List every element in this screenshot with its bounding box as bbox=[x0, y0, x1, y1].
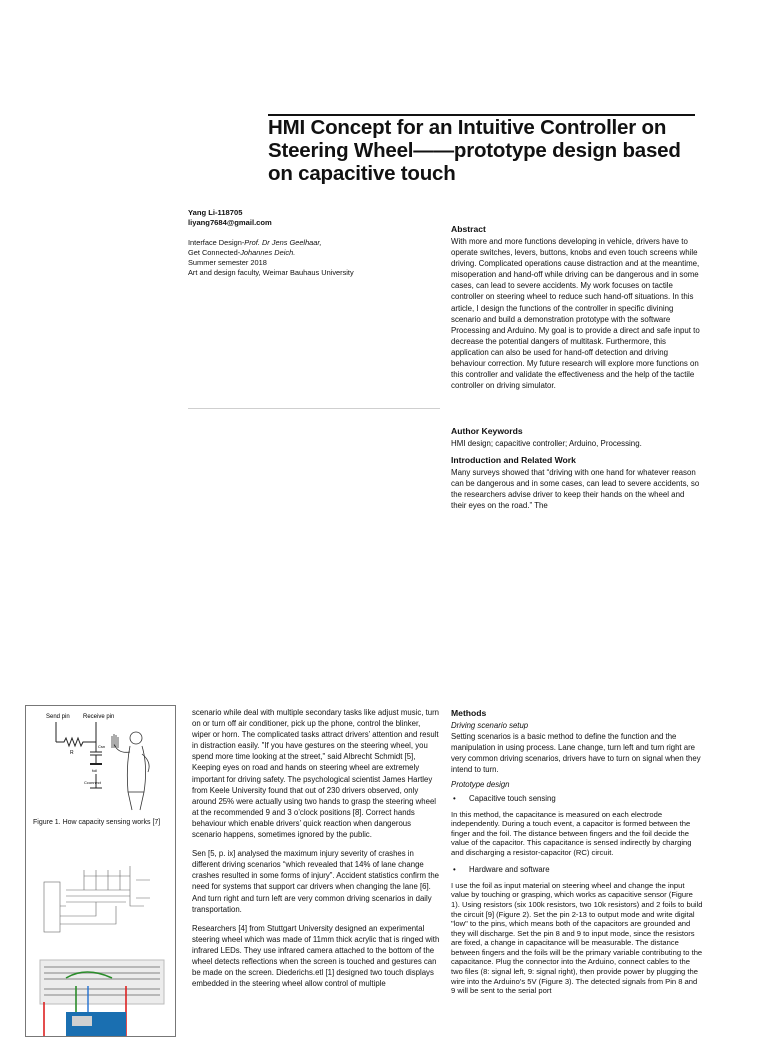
bullet-item: • Hardware and software bbox=[451, 864, 703, 875]
intro-text: Many surveys showed that “driving with one hand for whatever reason can be dangerous and in some cases, can lead to severe accidents, so the researchers advise driver to keep their hands on the wheel and their eyes on the road.” The bbox=[451, 468, 700, 511]
body-paragraph: Sen [5, p. ix] analysed the maximum injury severity of crashes in different driving scenarios “which revealed that 14% of lane change crashes resulted in some forms of injury”. Accident statistics confirm the need for systems that support car drivers when changing the lane [6]. And turn right and turn left are very common driving scenarios in daily transportation. bbox=[192, 849, 439, 914]
author-email: liyang7684@gmail.com bbox=[188, 218, 272, 227]
receive-pin-label: Receive pin bbox=[83, 714, 115, 720]
keywords-text: HMI design; capacitive controller; Arduino, Processing. bbox=[451, 439, 642, 448]
resistor-label: R bbox=[70, 750, 74, 756]
csn-label: Csn bbox=[98, 744, 106, 749]
course-line-2: Get Connected-Johannes Deich. bbox=[188, 248, 296, 257]
affiliation-block bbox=[188, 238, 373, 278]
keywords-section bbox=[451, 426, 701, 449]
methods-paragraph: In this method, the capacitance is measured on each electrode independently. During a touch event, a capacitor is formed between the finger and the foil. The distance between fingers and the foil decide the value of the capacitor. This capacitance is sensed indirectly by charging and discharging a resistor-capacitor (RC) circuit. bbox=[451, 809, 692, 858]
methods-section bbox=[451, 708, 703, 996]
person-sketch bbox=[112, 732, 149, 810]
methods-subheading: Driving scenario setup bbox=[451, 721, 529, 730]
methods-subheading: Prototype design bbox=[451, 780, 510, 790]
circuit-schematic bbox=[26, 846, 175, 946]
body-paragraph: Researchers [4] from Stuttgart University designed an experimental steering wheel which was made of 11mm thick acrylic that is ringed with infrared LEDs. They use infrared camera attached to the bottom of the wheel detects reflections when the screen is touched and gestures can be made on the screen. Diederichs.etl [1] designed two touch displays embedded in the steering wheel allow control of multiple bbox=[192, 923, 440, 989]
breadboard-photo bbox=[26, 956, 175, 1036]
intro-heading: Introduction and Related Work bbox=[451, 455, 576, 465]
bullet-item: • Capacitive touch sensing bbox=[451, 793, 703, 804]
foil-label: foil bbox=[92, 768, 98, 773]
author-block bbox=[188, 208, 272, 228]
faculty: Art and design faculty, Weimar Bauhaus University bbox=[188, 268, 354, 277]
body-column-middle bbox=[192, 707, 440, 989]
author-name: Yang Li-118705 bbox=[188, 208, 243, 217]
capacitive-sensing-diagram bbox=[26, 706, 175, 818]
abstract-text: With more and more functions developing in vehicle, drivers have to operate switches, levers, buttons, knobs and even touch screens while driving. Complicated operations cause distraction and at the meantime, misoperation and hand-off while driving can be dangerous and in some cases, can lead to severe accidents. My work focuses on tactile controller on steering wheel to reduce such hand-off situations. In this article, I design the functions of the controller in specific divining scenario and build a demonstration prototype with the software Processing and Arduino. My goal is to provide a direct and safe input to decrease the potential dangers of multitask. Furthermore, this application can also be used for hand-off detection and driving behaviour correction. My future research will explore more functions on this controller and validate the effectiveness and the help of the tactile controller on driving simulator. bbox=[451, 237, 700, 391]
abstract-section bbox=[451, 224, 701, 391]
methods-paragraph: Setting scenarios is a basic method to define the function and the manipulation in using process. Lane change, turn left and turn right are very common driving scenarios, drivers have to turn on signal when they intend to turn. bbox=[451, 732, 701, 775]
methods-heading: Methods bbox=[451, 708, 487, 718]
course-line-1: Interface Design-Prof. Dr Jens Geelhaar, bbox=[188, 238, 322, 247]
methods-paragraph: I use the foil as input material on steering wheel and change the input value by touching or grasping, which works as capacitive sensor (Figure 1). Using resistors (six 100k resistors, two 10k resistors) and 2 foils to build the circuit [9] (Figure 2). Set the pin 2-13 to output mode and write digital "low" to the pins, which means both of the capacitors are grounded and they will discharge. Set the pin 8 and 9 to input mode, since the resistors are fixed, a change in capacitance will be measurable. The distance between fingers and the foils will be the primary variable contributing to the capacitance. Plug the connector into the Arduino, connect cables to the two files (8: signal left, 9: signal right), then provide power by plugging the wire into the Arduino’s 5V (Figure 3). The detected signals from Pin 8 and 9 will be sent to the serial port bbox=[451, 880, 703, 996]
cconnect-label: Cconnect bbox=[84, 780, 101, 785]
figure-panel bbox=[25, 705, 176, 1037]
paper-title: HMI Concept for an Intuitive Controller on Steering Wheel——prototype design based on capacitive touch bbox=[268, 116, 681, 185]
figure-caption: Figure 1. How capacity sensing works [7] bbox=[33, 819, 161, 826]
send-pin-label: Send pin bbox=[46, 714, 70, 720]
divider bbox=[188, 408, 440, 409]
abstract-heading: Abstract bbox=[451, 224, 486, 234]
semester: Summer semester 2018 bbox=[188, 258, 267, 267]
keywords-heading: Author Keywords bbox=[451, 426, 523, 436]
intro-section bbox=[451, 455, 701, 511]
body-paragraph: scenario while deal with multiple secondary tasks like adjust music, turn on or turn off air conditioner, pick up the phone, control the blinker, wiper or horn. The complicated tasks attract drivers’ attention and result in distraction easily. "If you have gestures on the steering wheel, you spend more time looking at the street," said Albrecht Schmidt [5], Keeping eyes on road and hands on steering wheel are extremely important for driving safety. The psychological scientist James Hartley from Keele University found that out of 230 drivers observed, only around 25% were actually using two hands to grasp the steering wheel at the recommended 9 and 3 o’clock positions [8]. Correct hands behaviour which enable drivers’ quick reaction when dangerous scenario happens, sometimes ignored by the public. bbox=[192, 708, 440, 840]
